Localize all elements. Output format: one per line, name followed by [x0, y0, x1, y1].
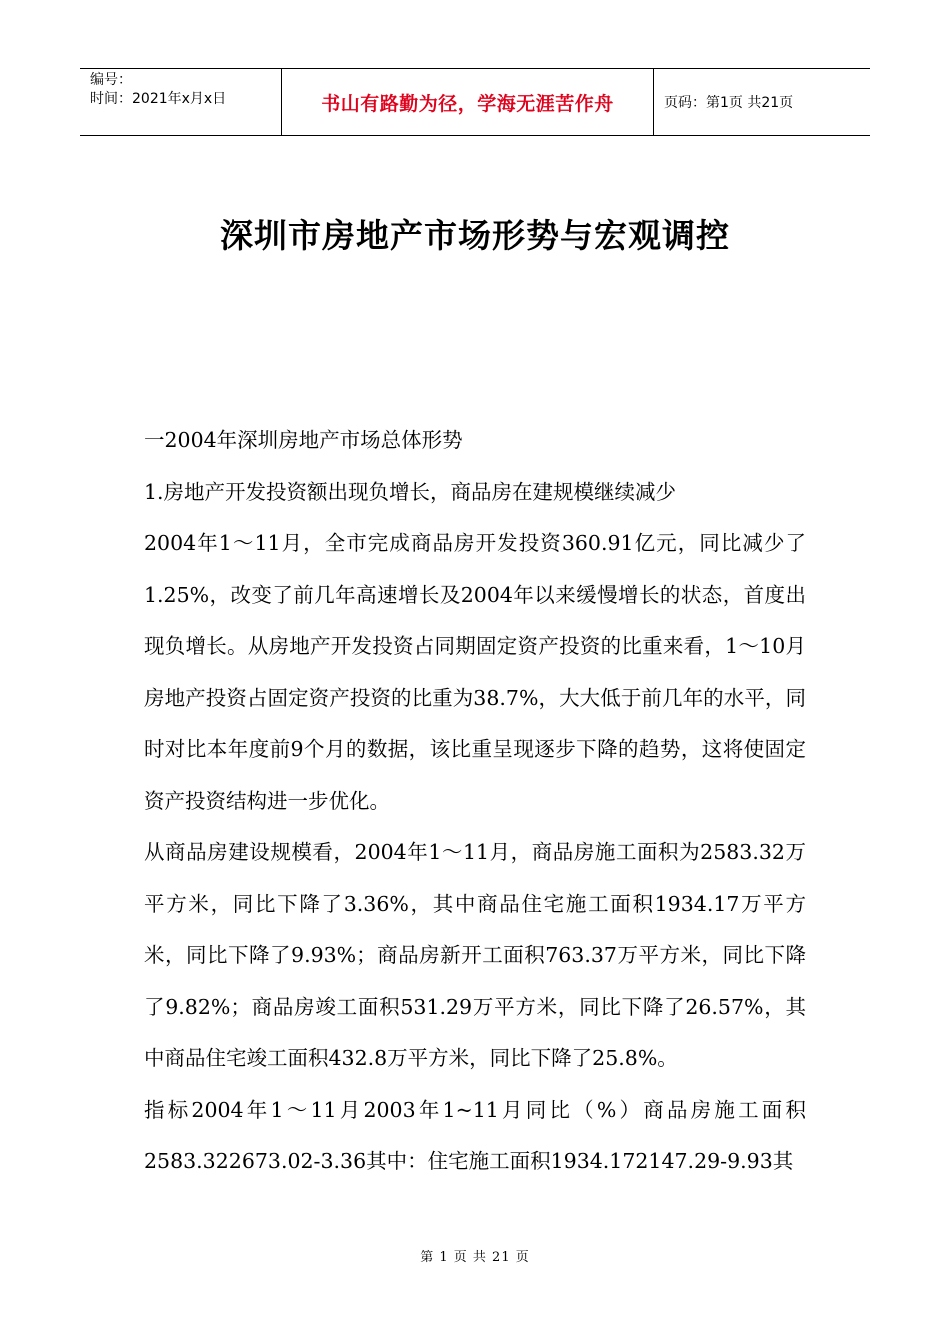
page-footer: 第 1 页 共 21 页 — [420, 1250, 530, 1265]
document-title: 深圳市房地产市场形势与宏观调控 — [220, 216, 730, 255]
subsection-heading: 1.房地产开发投资额出现负增长，商品房在建规模继续减少 — [144, 479, 677, 504]
document-date-label: 时间：2021年x月x日 — [90, 91, 227, 107]
document-number-label: 编号： — [90, 72, 132, 88]
document-body — [144, 415, 806, 1188]
paragraph: 2004年1～11月，全市完成商品房开发投资360.91亿元，同比减少了1.25%，改变了前几年高速增长及2004年以来缓慢增长的状态，首度出现负增长。从房地产开发投资占同期固定资产投资的比重来看，1～10月房地产投资占固定资产投资的比重为38.7%，大大低于前几年的水平，同时对比本年度前9个月的数据，该比重呈现逐步下降的趋势，这将使固定资产投资结构进一步优化。 — [144, 531, 806, 813]
paragraph: 从商品房建设规模看，2004年1～11月，商品房施工面积为2583.32万平方米，同比下降了3.36%，其中商品住宅施工面积1934.17万平方米，同比下降了9.93%；商品房新开工面积763.37万平方米，同比下降了9.82%；商品房竣工面积531.29万平方米，同比下降了26.57%，其中商品住宅竣工面积432.8万平方米，同比下降了25.8%。 — [144, 840, 806, 1070]
header-meta — [80, 69, 281, 135]
header-page-info: 页码：第1页 共21页 — [664, 95, 794, 111]
paragraph: 指标2004年1～11月2003年1~11月同比（%）商品房施工面积2583.322673.02-3.36其中：住宅施工面积1934.172147.29-9.93其 — [144, 1097, 806, 1173]
section-heading: 一2004年深圳房地产市场总体形势 — [144, 428, 463, 452]
page-header — [80, 68, 870, 136]
header-motto: 书山有路勤为径，学海无涯苦作舟 — [281, 69, 654, 135]
